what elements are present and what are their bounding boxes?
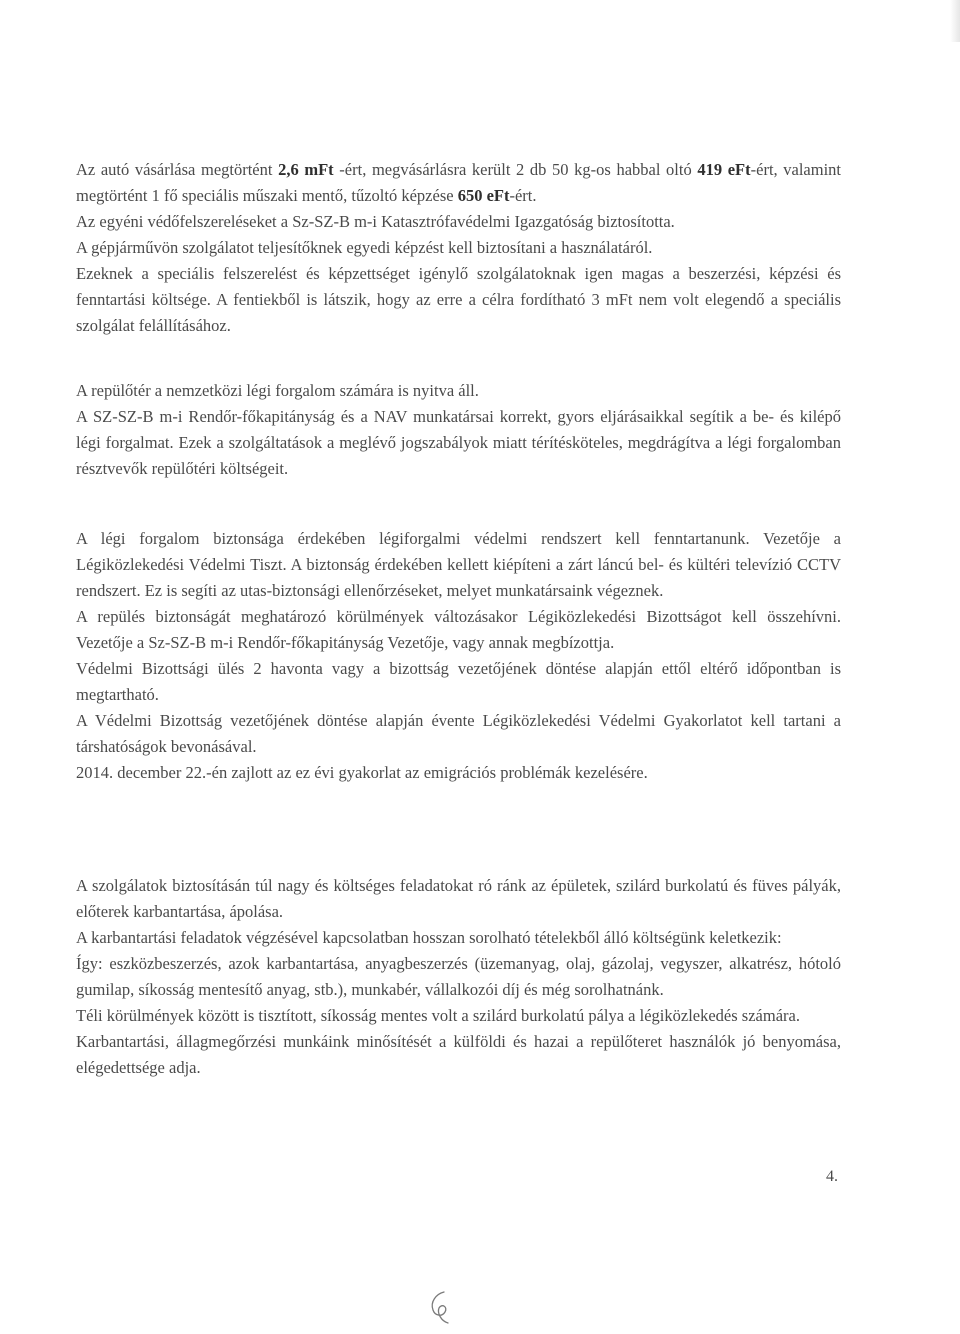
section-security — [76, 526, 841, 786]
paragraph: A SZ-SZ-B m-i Rendőr-főkapitányság és a NAV munkatársai korrekt, gyors eljárásaikkal segítik a be- és kilépő légi forgalmat. Ezek a szolgáltatások a meglévő jogszabályok miatt térítésköteles, megdrágítva a légi forgalomban résztvevők repülőtéri költségeit. — [76, 407, 841, 478]
section-international-traffic — [76, 378, 841, 482]
paragraph: Ezeknek a speciális felszerelést és képzettséget igénylő szolgálatoknak igen magas a beszerzési, képzési és fenntartási költsége. A fentiekből is látszik, hogy az erre a célra fordítható 3 mFt nem volt elegendő a speciális szolgálat felállításához. — [76, 264, 841, 335]
amount-highlight: 2,6 mFt — [278, 160, 334, 179]
paragraph: A szolgálatok biztosításán túl nagy és költséges feladatokat ró ránk az épületek, szilárd burkolatú és füves pályák, előterek karbantartása, ápolása. — [76, 876, 841, 921]
paragraph: Védelmi Bizottsági ülés 2 havonta vagy a bizottság vezetőjének döntése alapján ettől eltérő időpontban is megtartható. — [76, 659, 841, 704]
amount-highlight: 650 eFt — [457, 186, 510, 205]
paragraph: Téli körülmények között is tisztított, síkosság mentes volt a szilárd burkolatú pálya a légiközlekedés számára. — [76, 1006, 800, 1025]
paragraph: A repülőtér a nemzetközi légi forgalom számára is nyitva áll. — [76, 381, 479, 400]
paragraph: A gépjárművön szolgálatot teljesítőknek egyedi képzést kell biztosítani a használatáról. — [76, 238, 653, 257]
paragraph: Az egyéni védőfelszereléseket a Sz-SZ-B m-i Katasztrófavédelmi Igazgatóság biztosította. — [76, 212, 675, 231]
page-number: 4. — [826, 1168, 838, 1185]
paragraph: A karbantartási feladatok végzésével kapcsolatban hosszan sorolható tételekből álló költségünk keletkezik: — [76, 928, 782, 947]
signature-icon — [424, 1286, 458, 1326]
paragraph: Így: eszközbeszerzés, azok karbantartása, anyagbeszerzés (üzemanyag, olaj, gázolaj, vegyszer, alkatrész, hótoló gumilap, síkosság mentesítő anyag, stb.), munkabér, vállalkozói díj és még sorolhatnánk. — [76, 954, 841, 999]
paragraph: A légi forgalom biztonsága érdekében légiforgalmi védelmi rendszert kell fenntartanunk. Vezetője a Légiközlekedési Védelmi Tiszt. A biztonság érdekében kellett kiépíteni a zárt láncú bel- és kültéri televízió CCTV rendszert. Ez is segíti az utas-biztonsági ellenőrzéseket, melyet munkatársaink végeznek. — [76, 529, 841, 600]
paragraph: A repülés biztonságát meghatározó körülmények változásakor Légiközlekedési Bizottságot kell összehívni. Vezetője a Sz-SZ-B m-i Rendőr-főkapitányság Vezetője, vagy annak megbízottja. — [76, 607, 841, 652]
paragraph: 2014. december 22.-én zajlott az ez évi gyakorlat az emigrációs problémák kezelésére. — [76, 763, 648, 782]
section-vehicle-purchase — [76, 157, 841, 339]
paragraph: Az autó vásárlása megtörtént 2,6 mFt -ért, megvásárlásra került 2 db 50 kg-os habbal oltó 419 eFt-ért, valamint megtörtént 1 fő speciális műszaki mentő, tűzoltó képzése 650 eFt-ért. — [76, 160, 842, 205]
amount-highlight: 419 eFt — [697, 160, 751, 179]
paragraph: A Védelmi Bizottság vezetőjének döntése alapján évente Légiközlekedési Védelmi Gyakorlatot kell tartani a társhatóságok bevonásával. — [76, 711, 841, 756]
page-edge — [950, 0, 960, 42]
section-maintenance — [76, 873, 841, 1081]
paragraph: Karbantartási, állagmegőrzési munkáink minősítését a külföldi és hazai a repülőteret használók jó benyomása, elégedettsége adja. — [76, 1032, 841, 1077]
